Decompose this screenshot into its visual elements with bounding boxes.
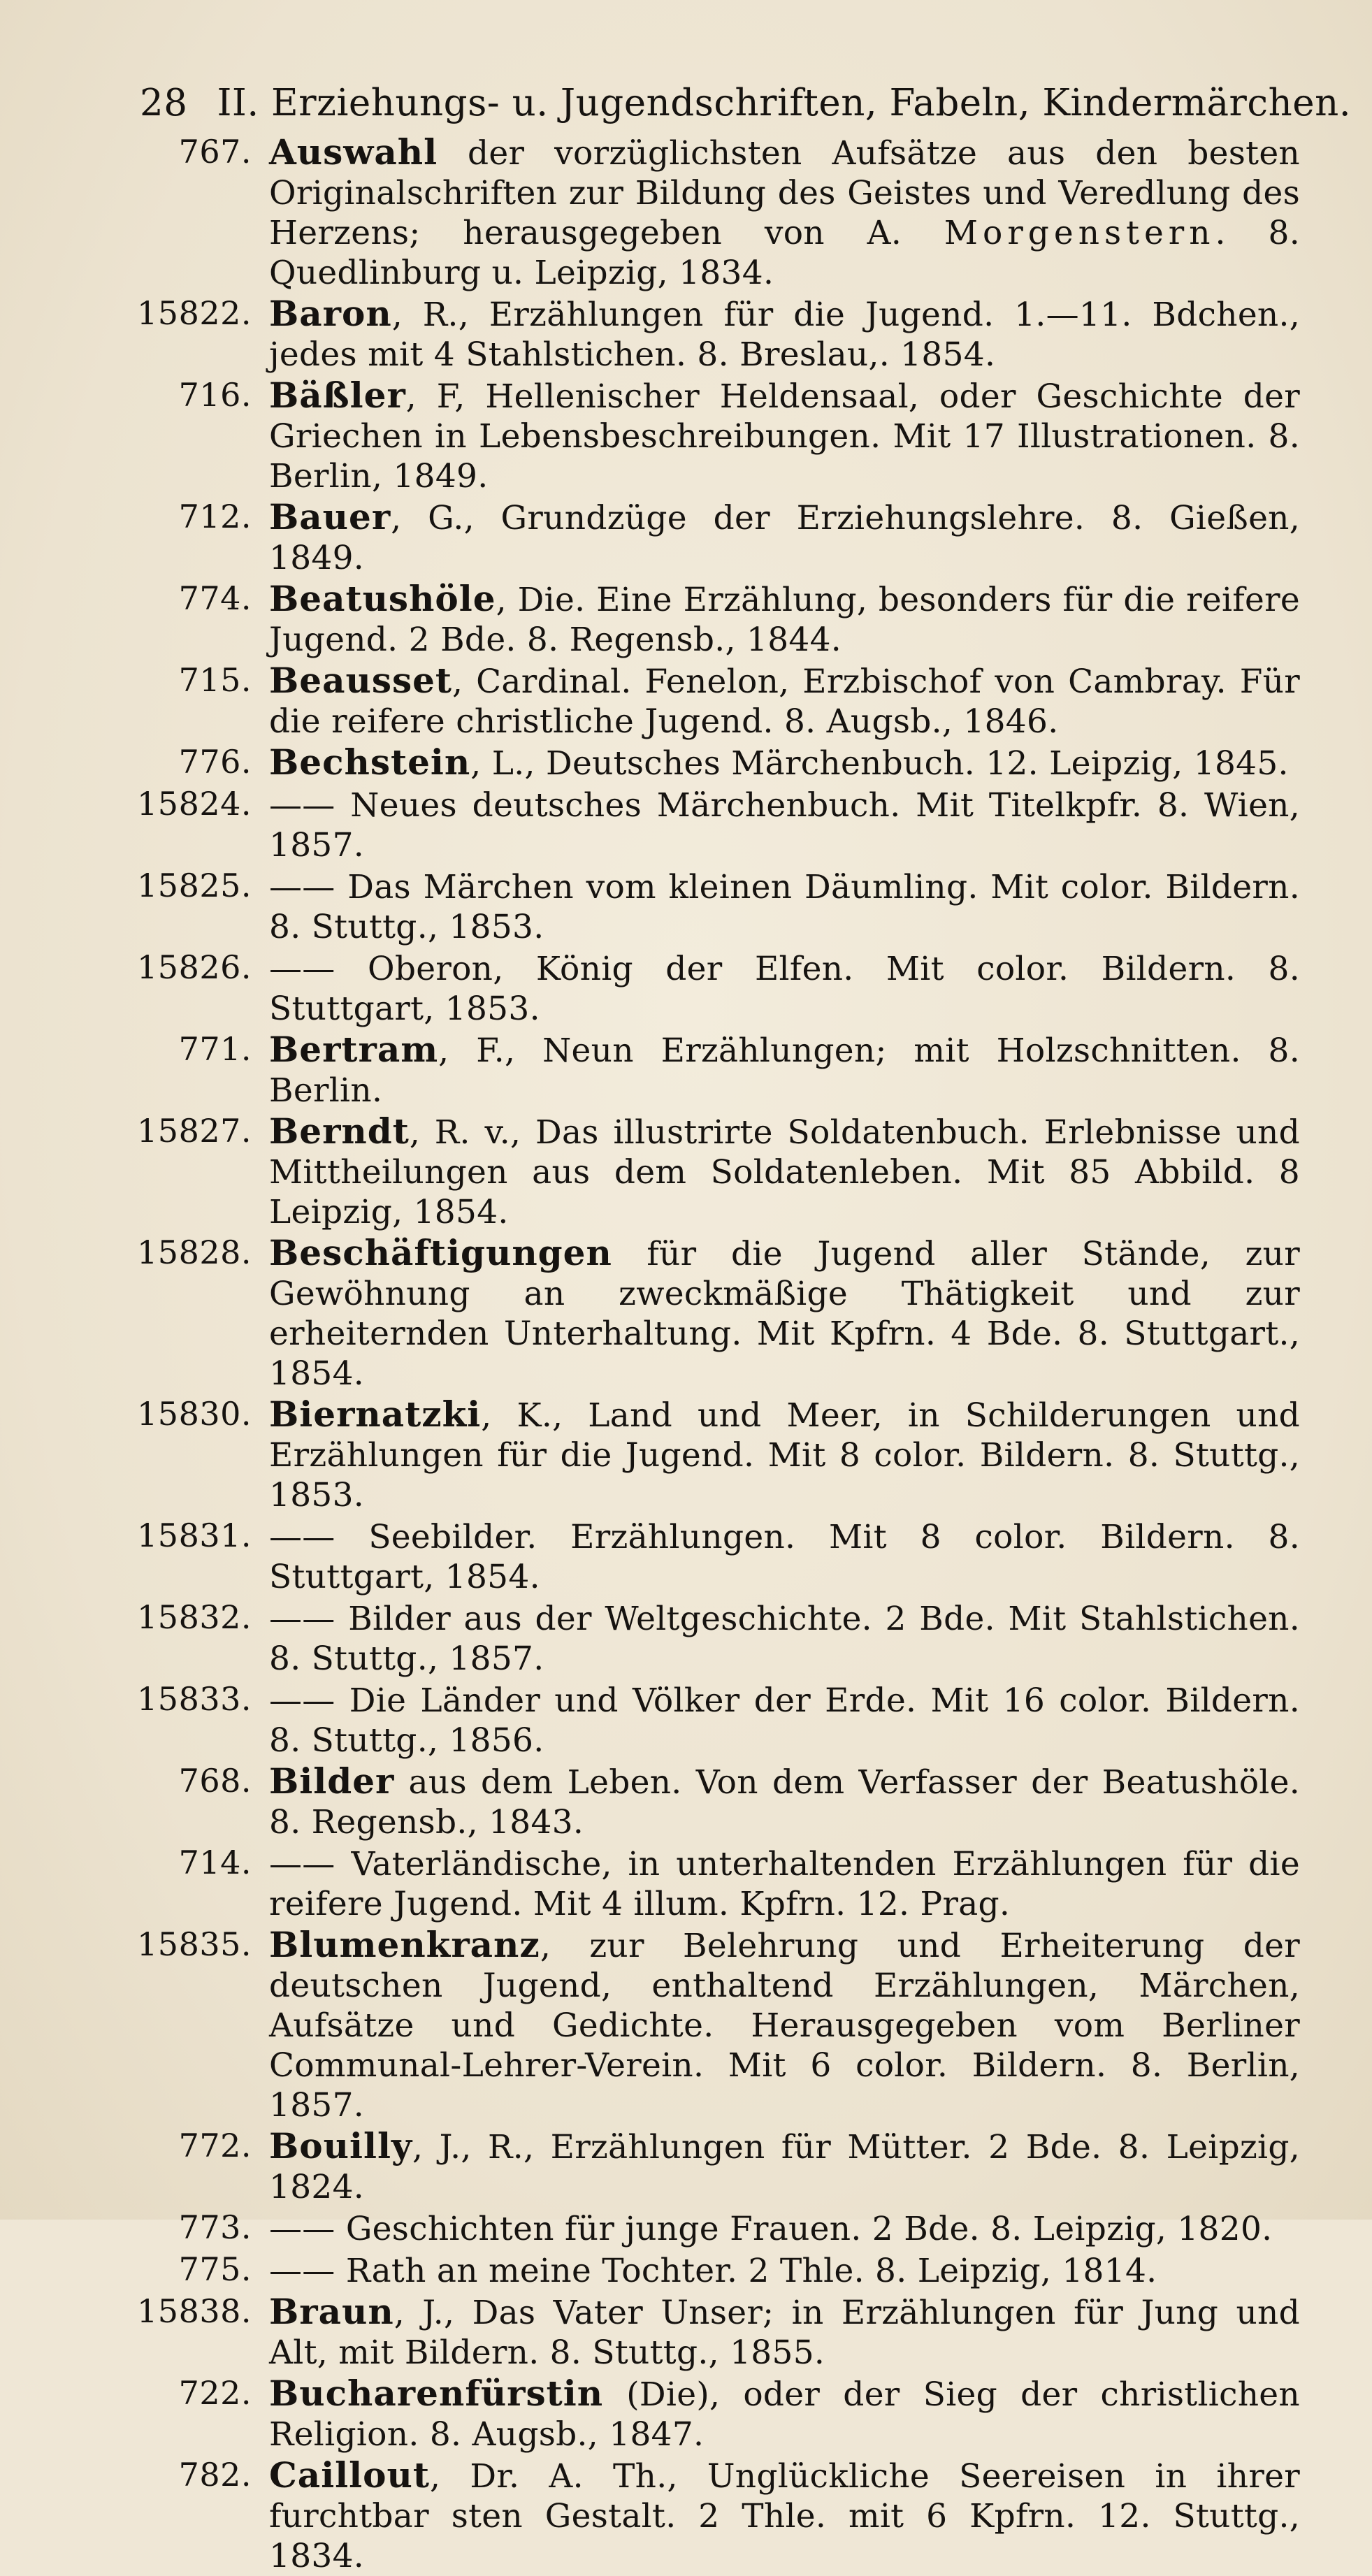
entry-text — [269, 497, 1300, 578]
catalog-entry — [126, 579, 1300, 660]
entry-keyword: Bouilly — [269, 2125, 412, 2166]
catalog-entry — [126, 1679, 1300, 1760]
entry-text — [269, 1761, 1300, 1842]
entry-description: , J., Das Vater Unser; in Erzählungen für Jung und Alt, mit Bildern. 8. Stuttg., 1855. — [269, 2294, 1300, 2372]
entry-text — [269, 2292, 1300, 2373]
entry-text — [269, 579, 1300, 660]
entry-text — [269, 1394, 1300, 1515]
entry-number: 714. — [178, 1844, 252, 1881]
entry-description: für die Jugend aller Stände, zur Gewöhnung an zweckmäßige Thätigkeit und zur erheiternden Unterhaltung. Mit Kpfrn. 4 Bde. 8. Stuttgart., 1854. — [269, 1235, 1300, 1393]
entry-keyword: Bauer — [269, 496, 391, 537]
entry-description: , R., Erzählungen für die Jugend. 1.—11. Bdchen., jedes mit 4 Stahlstichen. 8. Breslau,. 1854. — [269, 296, 1300, 374]
catalog-entry — [126, 2208, 1300, 2249]
entry-description: , G., Grundzüge der Erziehungslehre. 8. Gießen, 1849. — [269, 499, 1300, 577]
entry-number: 15832. — [137, 1598, 252, 1636]
entry-number: 15822. — [137, 294, 252, 332]
catalog-entry — [126, 2126, 1300, 2207]
entry-number: 15835. — [137, 1925, 252, 1963]
running-head — [140, 75, 1352, 131]
entry-number: 15826. — [137, 948, 252, 986]
entry-description: , zur Belehrung und Erheiterung der deutschen Jugend, enthaltend Erzählungen, Märchen, Aufsätze und Gedichte. Herausgegeben vom Berliner Communal-Lehrer-Verein. Mit 6 color. Bildern. 8. Berlin, 1857. — [269, 1927, 1300, 2125]
entry-text — [269, 132, 1300, 293]
entry-description: aus dem Leben. Von dem Verfasser der Beatushöle. 8. Regensb., 1843. — [269, 1763, 1300, 1841]
entry-number: 15825. — [137, 867, 252, 904]
entry-text — [269, 660, 1300, 741]
entry-keyword: Beatushöle — [269, 578, 496, 619]
catalog-entry — [126, 1843, 1300, 1924]
entry-description: , R. v., Das illustrirte Soldatenbuch. Erlebnisse und Mittheilungen aus dem Soldatenleben. Mit 85 Abbild. 8 Leipzig, 1854. — [269, 1113, 1300, 1231]
entry-keyword: Biernatzki — [269, 1394, 482, 1435]
entry-keyword: Bäßler — [269, 375, 406, 416]
entry-number: 715. — [178, 661, 252, 699]
entry-description: , Die. Eine Erzählung, besonders für die reifere Jugend. 2 Bde. 8. Regensb., 1844. — [269, 581, 1300, 659]
entry-text — [269, 2250, 1300, 2291]
entry-keyword: Bilder — [269, 1760, 395, 1802]
entry-keyword: Braun — [269, 2291, 394, 2332]
entry-text — [269, 1233, 1300, 1394]
entry-keyword: Caillout — [269, 2454, 430, 2496]
entry-editor-name: Morgenstern — [944, 214, 1215, 252]
entry-text — [269, 1925, 1300, 2125]
entry-keyword: Baron — [269, 293, 392, 334]
entry-number: 722. — [178, 2374, 252, 2412]
catalog-entry — [126, 948, 1300, 1029]
entry-description: , F., Neun Erzählungen; mit Holzschnitten. 8. Berlin. — [269, 1032, 1300, 1110]
entry-keyword: Bechstein — [269, 741, 471, 783]
entry-description: —— Die Länder und Völker der Erde. Mit 16 color. Bildern. 8. Stuttg., 1856. — [269, 1681, 1300, 1760]
entry-description: , K., Land und Meer, in Schilderungen und Erzählungen für die Jugend. Mit 8 color. Bildern. 8. Stuttg., 1853. — [269, 1396, 1300, 1514]
entry-text — [269, 2455, 1300, 2576]
catalog-entry — [126, 1394, 1300, 1515]
entry-text — [269, 948, 1300, 1029]
catalog-entry — [126, 2455, 1300, 2576]
entry-number: 15830. — [137, 1395, 252, 1433]
catalog-entry — [126, 294, 1300, 375]
entry-text — [269, 1679, 1300, 1760]
entry-imprint: . 8. Quedlinburg u. Leipzig, 1834. — [269, 214, 1300, 292]
entry-keyword: Auswahl — [269, 131, 438, 173]
entry-number: 15828. — [137, 1233, 252, 1271]
entry-text — [269, 2126, 1300, 2207]
entry-number: 712. — [178, 498, 252, 535]
catalog-entry — [126, 1029, 1300, 1110]
entry-text — [269, 294, 1300, 375]
entry-description: der vorzüglichsten Aufsätze aus den besten Originalschriften zur Bildung des Geistes und Veredlung des Herzens; herausgegeben von A. — [269, 134, 1300, 252]
entry-keyword: Beschäftigungen — [269, 1232, 612, 1273]
entry-text — [269, 2373, 1300, 2454]
page-number: 28 — [140, 82, 188, 124]
entry-text — [269, 1843, 1300, 1924]
entry-number: 774. — [178, 579, 252, 617]
entry-number: 775. — [178, 2250, 252, 2288]
entry-number: 15838. — [137, 2292, 252, 2330]
entry-text — [269, 866, 1300, 947]
entry-keyword: Bertram — [269, 1029, 439, 1070]
entry-text — [269, 375, 1300, 496]
catalog-entry — [126, 375, 1300, 496]
catalog-entry — [126, 132, 1300, 293]
entry-description: —— Vaterländische, in unterhaltenden Erzählungen für die reifere Jugend. Mit 4 illum. Kpfrn. 12. Prag. — [269, 1845, 1300, 1923]
catalog-entry — [126, 1111, 1300, 1232]
catalog-entry — [126, 2373, 1300, 2454]
catalog-entry — [126, 1598, 1300, 1679]
entry-number: 782. — [178, 2456, 252, 2494]
catalog-entry — [126, 1761, 1300, 1842]
catalog-entry — [126, 2292, 1300, 2373]
entry-number: 15827. — [137, 1112, 252, 1150]
entry-description: , Cardinal. Fenelon, Erzbischof von Cambray. Für die reifere christliche Jugend. 8. Augsb., 1846. — [269, 663, 1300, 741]
entry-text — [269, 1598, 1300, 1679]
catalog-entry — [126, 784, 1300, 865]
entry-number: 772. — [178, 2127, 252, 2164]
catalog-entry — [126, 660, 1300, 741]
entry-keyword: Bucharenfürstin — [269, 2373, 604, 2414]
entry-number: 773. — [178, 2208, 252, 2246]
entry-description: —— Oberon, König der Elfen. Mit color. Bildern. 8. Stuttgart, 1853. — [269, 950, 1300, 1028]
catalog-entry-list — [126, 132, 1300, 2576]
entry-number: 15831. — [137, 1517, 252, 1554]
entry-text — [269, 1516, 1300, 1597]
catalog-entry — [126, 497, 1300, 578]
entry-text — [269, 1111, 1300, 1232]
catalog-entry — [126, 866, 1300, 947]
entry-number: 776. — [178, 743, 252, 781]
entry-number: 15824. — [137, 785, 252, 823]
entry-description: , J., R., Erzählungen für Mütter. 2 Bde. 8. Leipzig, 1824. — [269, 2128, 1300, 2206]
entry-number: 716. — [178, 376, 252, 414]
entry-keyword: Beausset — [269, 660, 453, 701]
catalog-entry — [126, 2250, 1300, 2291]
section-title: II. Erziehungs- u. Jugendschriften, Fabeln, Kindermärchen. — [217, 82, 1352, 124]
entry-text — [269, 1029, 1300, 1110]
catalog-entry — [126, 1233, 1300, 1394]
catalog-entry — [126, 1516, 1300, 1597]
entry-description: , F, Hellenischer Heldensaal, oder Geschichte der Griechen in Lebensbeschreibungen. Mit 17 Illustrationen. 8. Berlin, 1849. — [269, 377, 1300, 495]
entry-keyword: Berndt — [269, 1110, 410, 1152]
entry-description: —— Rath an meine Tochter. 2 Thle. 8. Leipzig, 1814. — [269, 2252, 1157, 2290]
catalog-entry — [126, 742, 1300, 783]
entry-description: (Die), oder der Sieg der christlichen Religion. 8. Augsb., 1847. — [269, 2375, 1300, 2454]
entry-keyword: Blumenkranz — [269, 1924, 540, 1965]
entry-description: —— Geschichten für junge Frauen. 2 Bde. 8. Leipzig, 1820. — [269, 2210, 1273, 2248]
entry-number: 767. — [178, 133, 252, 171]
entry-number: 15833. — [137, 1680, 252, 1718]
entry-description: —— Seebilder. Erzählungen. Mit 8 color. Bildern. 8. Stuttgart, 1854. — [269, 1518, 1300, 1596]
catalog-entry — [126, 1925, 1300, 2125]
entry-text — [269, 742, 1300, 783]
entry-text — [269, 784, 1300, 865]
entry-number: 771. — [178, 1030, 252, 1068]
entry-description: —— Das Märchen vom kleinen Däumling. Mit color. Bildern. 8. Stuttg., 1853. — [269, 868, 1300, 946]
entry-description: —— Neues deutsches Märchenbuch. Mit Titelkpfr. 8. Wien, 1857. — [269, 786, 1300, 864]
entry-number: 768. — [178, 1762, 252, 1800]
entry-text — [269, 2208, 1300, 2249]
entry-description: —— Bilder aus der Weltgeschichte. 2 Bde. Mit Stahlstichen. 8. Stuttg., 1857. — [269, 1600, 1300, 1678]
entry-description: , Dr. A. Th., Unglückliche Seereisen in ihrer furchtbar sten Gestalt. 2 Thle. mit 6 Kpfrn. 12. Stuttg., 1834. — [269, 2457, 1300, 2575]
entry-description: , L., Deutsches Märchenbuch. 12. Leipzig, 1845. — [470, 744, 1289, 783]
